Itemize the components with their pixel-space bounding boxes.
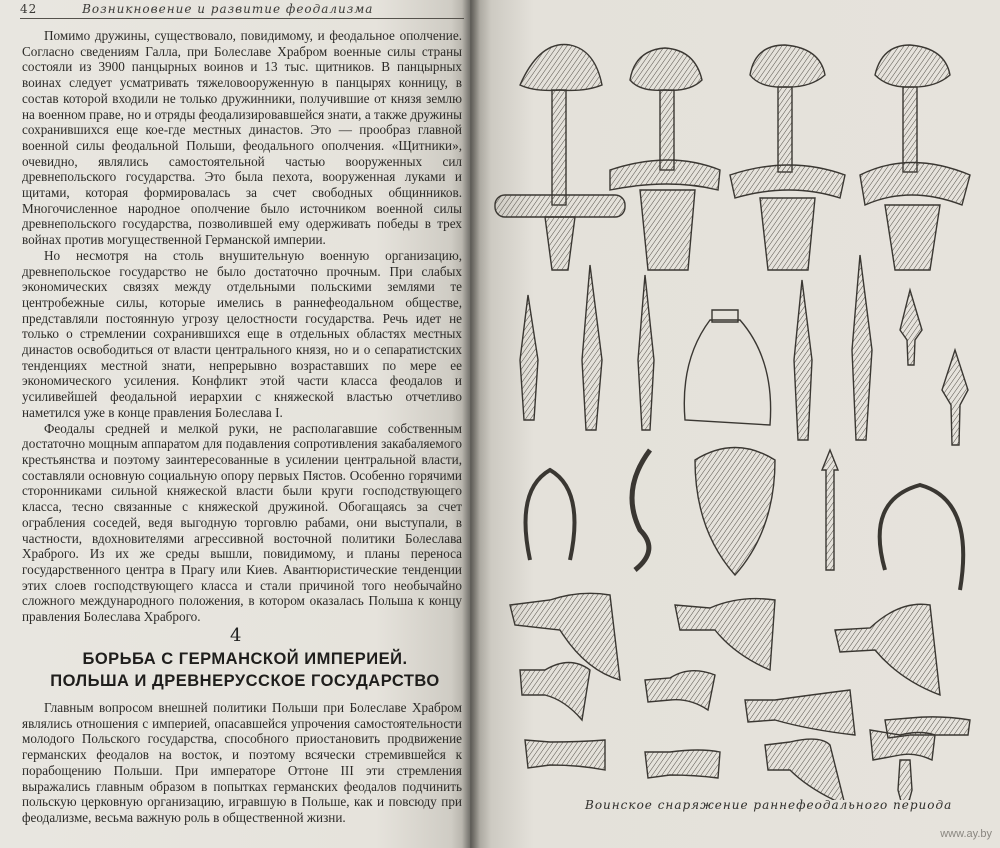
spur-1	[526, 470, 575, 560]
running-head	[20, 2, 460, 16]
paragraph: Но несмотря на столь внушительную военную организацию, древнепольское государство не было достаточно прочным. При слабых экономических связях между отдельными польскими землями те центробежные силы, которые имелись в раннефеодальном обществе, представляли постоянную угрозу целостности государства. Речь идет не только о стремлении сохранившихся еще в отдельных областях местных династов освободиться от власти центрального князя, но и о сепаратистских тенденциях местной знати, непрерывно возраставших по мере ее экономического усиления. Конфликт этой части класса феодалов и усиливейшей феодальной иерархии с княжеской властью отчетливо наметился уже в конце правления Болеслава I.	[22, 247, 462, 420]
axe-9	[645, 750, 720, 778]
section-title-line: ПОЛЬША И ДРЕВНЕРУССКОЕ ГОСУДАРСТВО	[50, 672, 440, 690]
axe-3	[835, 604, 940, 695]
section-number: 4	[230, 625, 242, 646]
book-gutter	[462, 0, 480, 848]
right-page	[470, 0, 1000, 848]
header-rule	[20, 18, 464, 19]
section-title-line: БОРЬБА С ГЕРМАНСКОЙ ИМПЕРИЕЙ.	[82, 650, 408, 668]
scabbard-chape	[695, 448, 775, 576]
watermark: www.ay.by	[940, 828, 992, 840]
section-title	[30, 648, 460, 692]
sword-3	[730, 45, 845, 270]
spearhead-5	[852, 255, 872, 440]
arrowhead-2	[942, 350, 968, 445]
body-text-bottom	[22, 700, 462, 826]
sword-1	[495, 45, 625, 271]
sword-4	[860, 45, 970, 270]
paragraph: Главным вопросом внешней политики Польши при Болеславе Храбром являлись отношения с империей, опасавшейся упрочения самостоятельности молодого Польского государства, способного приостановить продвижение германских феодалов на восток, и поэтому всячески стремившейся к порабощению Польши. При императоре Оттоне III эти стремления выражались главным образом в попытках германских феодалов подчинить польскую церковную организацию, игравшую в Польше, как и повсюду при феодализме, весьма важную роль в общественной жизни.	[22, 700, 462, 825]
ornament	[898, 760, 912, 800]
arrowhead-3	[822, 450, 838, 570]
paragraph: Помимо дружины, существовало, повидимому, и феодальное ополчение. Согласно сведениям Галла, при Болеславе Храбром военные силы страны состояли из 3900 панцырных воинов и 13 тыс. щитников. В панцырных воинах следует усматривать тяжеловооруженную в панцырях конницу, в состав которой входили не только дружинники, получившие от князя землю на военном праве, но и отряды феодализировавшейся знати, а также дружины сохранившихся еще кое-где местных династов. Это — прообраз главной военной силы феодальной Польши, феодального ополчения. «Щитники», очевидно, являлись самостоятельной частью вооруженных сил древнепольского государства. Это была пехота, вооруженная луками и щитами, которая формировалась за счет свободных общинников. Многочисленное народное ополчение было источником военной силы древнепольского государства, позволившей ему одерживать победы в трех войнах против могущественной Германской империи.	[22, 28, 462, 248]
body-text-top	[22, 28, 462, 625]
arrowhead-1	[900, 290, 922, 365]
page-number: 42	[20, 2, 38, 16]
paragraph: Феодалы средней и мелкой руки, не располагавшие собственным достаточно мощным аппаратом для подавления сопротивления закабаляемого крестьянства и поэтому заинтересованные в усилении центральной власти, составляли основную социальную опору первых Пястов. Особенно горячими сторонниками сильной княжеской власти были круги господствующего класса, тесно связанные с княжеской дружиной. Обогащаясь за счет ограбления соседей, ведя выгодную торговлю рабами, они выступали, в частности, вдохновителями агрессивной восточной политики Болеслава Храброго. Из их же среды вышли, повидимому, и планы переноса государственного центра в Прагу или Киев. Авантюристические тенденции этих слоев господствующего класса и стали причиной того необычайно сложного международного положения, в котором оказалась Польша к концу правления Болеслава Храброго.	[22, 420, 462, 625]
axe-4	[520, 663, 590, 721]
axe-11	[870, 730, 935, 760]
running-head-title: Возникновение и развитие феодализма	[82, 2, 374, 16]
stirrup-1	[684, 310, 770, 425]
spearhead-3	[638, 275, 654, 430]
spur-3	[880, 485, 964, 590]
spearhead-4	[794, 280, 812, 440]
sword-2	[610, 48, 720, 270]
axe-5	[645, 671, 715, 710]
spearhead-2	[582, 265, 602, 430]
axe-10	[765, 739, 845, 800]
axe-6	[745, 690, 855, 735]
figure-caption: Воинское снаряжение раннефеодального периода	[585, 798, 953, 812]
weapons-drawing	[490, 30, 990, 800]
spearhead-1	[520, 295, 538, 420]
spur-2	[632, 450, 650, 570]
weapons-illustration	[490, 30, 990, 810]
axe-8	[525, 740, 605, 770]
axe-2	[675, 599, 775, 670]
left-page	[0, 0, 470, 848]
